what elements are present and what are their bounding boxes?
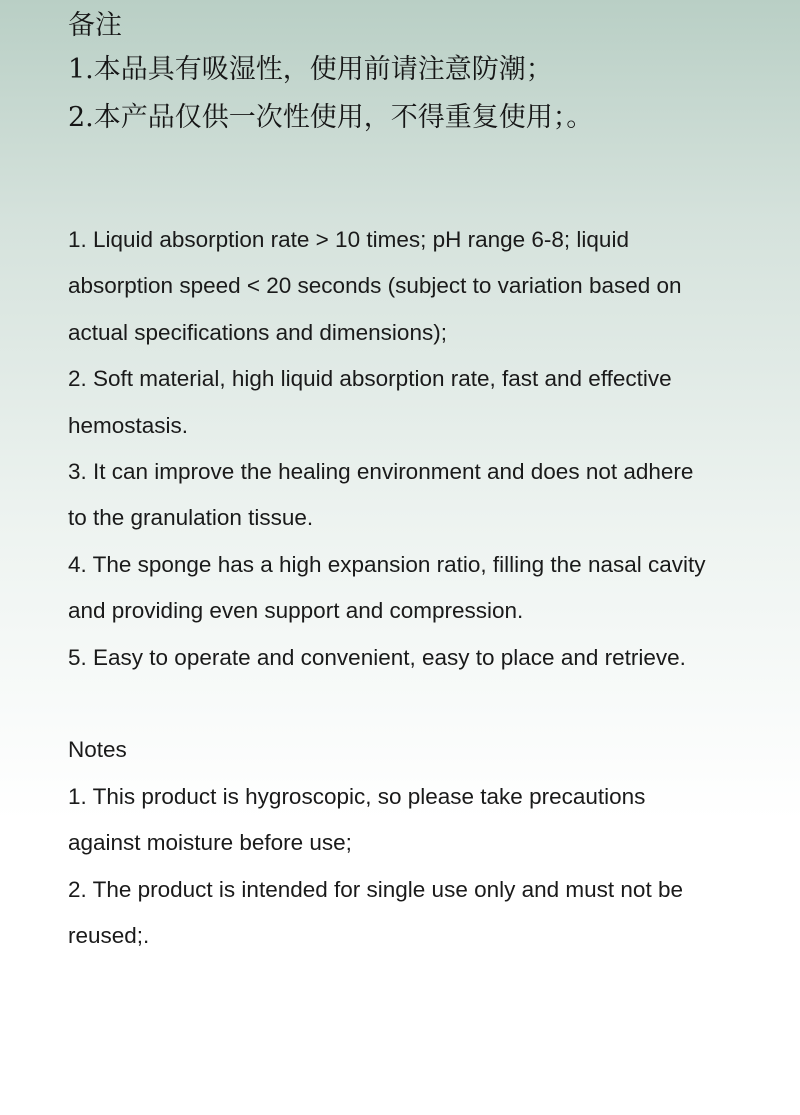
section-gap — [68, 681, 718, 727]
english-content — [68, 217, 718, 959]
notes-section — [68, 727, 718, 959]
chinese-remark-item: 2.本产品仅供一次性使用，不得重复使用；。 — [68, 102, 594, 133]
chinese-remarks-section — [68, 6, 593, 142]
note-item: 2. The product is intended for single use only and must not be reused;. — [68, 876, 683, 949]
notes-title: Notes — [68, 737, 127, 763]
feature-item: 1. Liquid absorption rate > 10 times; pH range 6-8; liquid absorption speed < 20 seconds (subject to variation based on actual specifications and dimensions); — [68, 227, 682, 345]
features-list — [68, 217, 718, 681]
feature-item: 2. Soft material, high liquid absorption rate, fast and effective hemostasis. — [68, 366, 672, 438]
feature-item: 3. It can improve the healing environment and does not adhere to the granulation tissue. — [68, 459, 694, 531]
chinese-remarks-title: 备注 — [68, 10, 122, 41]
chinese-remark-item: 1.本品具有吸湿性，使用前请注意防潮； — [68, 54, 553, 85]
note-item: 1. This product is hygroscopic, so please take precautions against moisture before use; — [68, 783, 646, 856]
feature-item: 5. Easy to operate and convenient, easy to place and retrieve. — [68, 644, 686, 670]
feature-item: 4. The sponge has a high expansion ratio, filling the nasal cavity and providing even support and compression. — [68, 551, 706, 624]
